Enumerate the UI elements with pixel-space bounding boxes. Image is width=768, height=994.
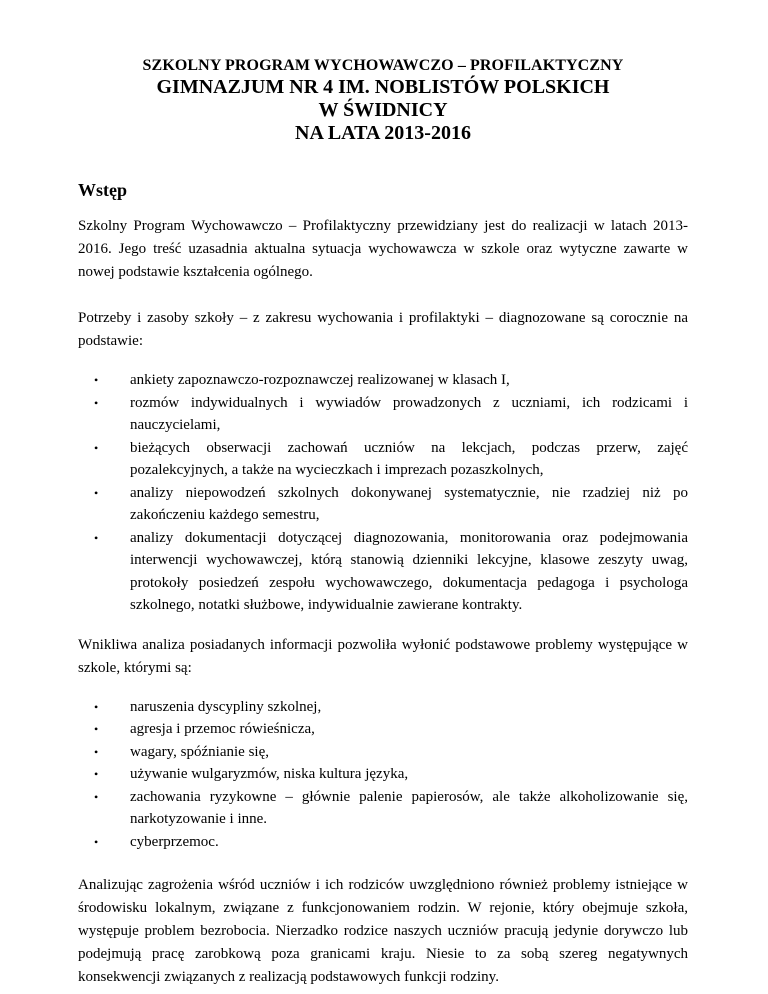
bullet-icon: • — [94, 530, 99, 545]
bullet-icon: • — [94, 789, 99, 804]
list-item — [94, 696, 688, 719]
bullet-icon: • — [94, 834, 99, 849]
title-line-1: SZKOLNY PROGRAM WYCHOWAWCZO – PROFILAKTYCZNY — [142, 57, 624, 74]
problems-list — [78, 696, 688, 854]
list-item — [94, 482, 688, 527]
list-item — [94, 527, 688, 617]
intro-paragraph: Szkolny Program Wychowawczo – Profilaktyczny przewidziany jest do realizacji w latach 2013-2016. Jego treść uzasadnia aktualna sytuacja wychowawcza w szkole oraz wytyczne zawarte w nowej podstawie kształcenia ogólnego. — [78, 218, 688, 280]
bullet-icon: • — [94, 767, 99, 781]
list-item-text: cyberprzemoc. — [130, 833, 219, 850]
section-heading: Wstęp — [78, 180, 127, 200]
threats-paragraph: Analizując zagrożenia wśród uczniów i ich rodziców uwzględniono również problemy istniejące w środowisku lokalnym, związane z funkcjonowaniem rodzin. W rejonie, który obejmuje szkoła, występuje problem bezrobocia. Nierzadko rodzice naszych uczniów pracują jedynie dorywczo lub podejmują pracę zarobkową poza granicami kraju. Niesie to za sobą szereg negatywnych konsekwencji związanych z realizacją podstawowych funkcji rodziny. — [78, 877, 688, 985]
list-item — [94, 831, 688, 854]
list-item-text: analizy dokumentacji dotyczącej diagnozowania, monitorowania oraz podejmowania interwencji wychowawczej, którą stanowią dzienniki lekcyjne, klasowe zeszyty uwag, protokoły posiedzeń zespołu wychowawczego, dokumentacja pedagoga i psychologa szkolnego, notatki służbowe, indywidualnie zawierane kontrakty. — [130, 529, 688, 613]
list-item — [94, 763, 688, 786]
list-item-text: zachowania ryzykowne – głównie palenie papierosów, ale także alkoholizowanie się, narkotyzowanie i inne. — [130, 788, 688, 827]
list-item-text: używanie wulgaryzmów, niska kultura języka, — [130, 766, 409, 782]
list-item — [94, 718, 688, 741]
list-item-text: wagary, spóźnianie się, — [130, 743, 269, 760]
diagnosis-sources-list — [78, 369, 688, 617]
list-item — [94, 369, 688, 392]
document-title — [78, 56, 688, 145]
list-item-text: ankiety zapoznawczo-rozpoznawczej realizowanej w klasach I, — [130, 372, 510, 388]
list-item-text: rozmów indywidualnych i wywiadów prowadzonych z uczniami, ich rodzicami i nauczycielami, — [130, 394, 688, 433]
list-item — [94, 437, 688, 482]
analysis-paragraph: Wnikliwa analiza posiadanych informacji pozwoliła wyłonić podstawowe problemy występujące w szkole, którymi są: — [78, 636, 688, 676]
bullet-icon: • — [94, 485, 99, 500]
list-item-text: bieżących obserwacji zachowań uczniów na lekcjach, podczas przerw, zajęć pozalekcyjnych, a także na wycieczkach i imprezach pozaszkolnych, — [130, 439, 688, 478]
list-item — [94, 741, 688, 764]
bullet-icon: • — [94, 440, 99, 455]
bullet-icon: • — [94, 395, 99, 410]
list-item-text: agresja i przemoc rówieśnicza, — [130, 721, 315, 737]
title-line-3: W ŚWIDNICY — [318, 99, 448, 121]
bullet-icon: • — [94, 699, 99, 714]
list-item — [94, 392, 688, 437]
bullet-icon: • — [94, 744, 99, 759]
bullet-icon: • — [94, 373, 99, 387]
needs-paragraph: Potrzeby i zasoby szkoły – z zakresu wychowania i profilaktyki – diagnozowane są corocznie na podstawie: — [78, 310, 688, 349]
bullet-icon: • — [94, 722, 99, 736]
title-line-4: NA LATA 2013-2016 — [295, 122, 471, 144]
title-line-2: GIMNAZJUM NR 4 IM. NOBLISTÓW POLSKICH — [156, 76, 610, 98]
list-item-text: analizy niepowodzeń szkolnych dokonywanej systematycznie, nie rzadziej niż po zakończeniu każdego semestru, — [130, 484, 688, 523]
list-item — [94, 786, 688, 831]
list-item-text: naruszenia dyscypliny szkolnej, — [130, 698, 322, 715]
